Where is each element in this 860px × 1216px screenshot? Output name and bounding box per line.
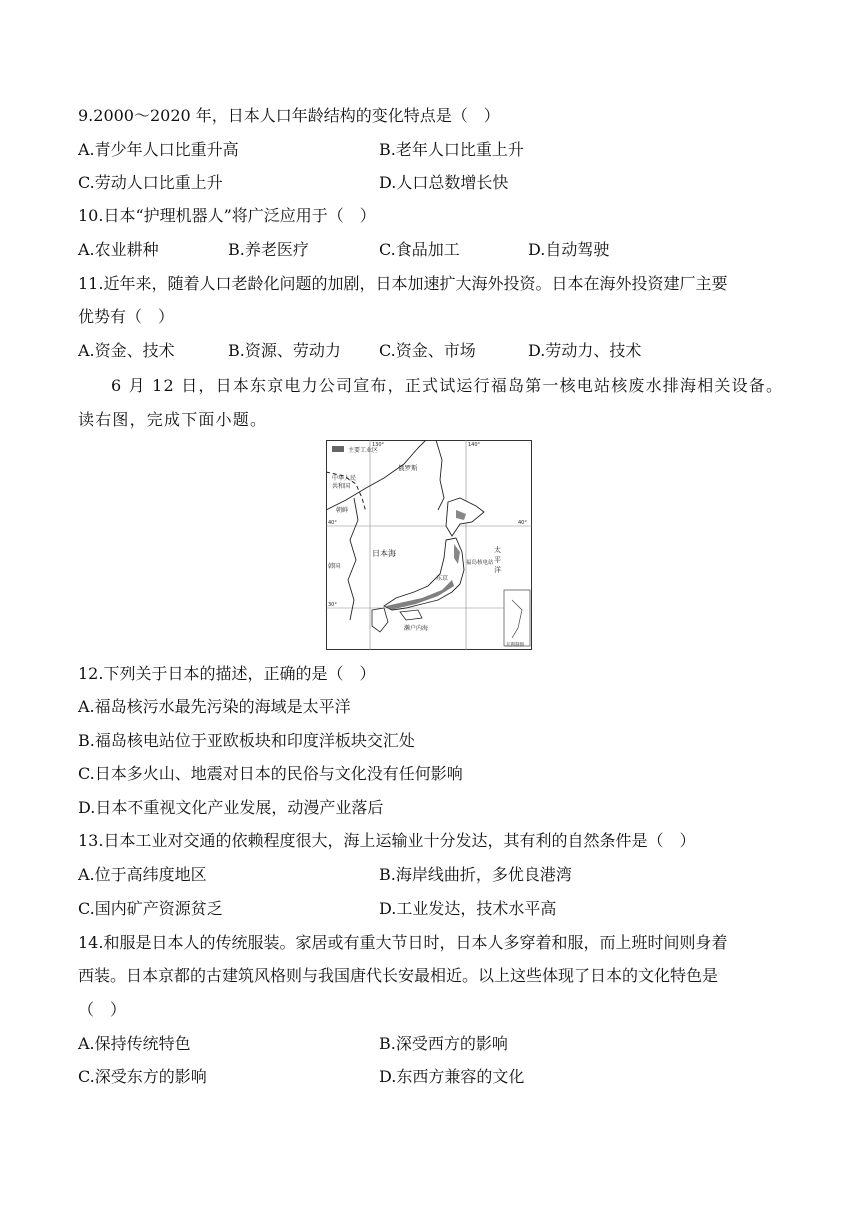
q11-option-a: A.资金、技术 — [78, 341, 175, 360]
label-lat-30: 30° — [328, 602, 337, 608]
q14-stem-line1: 14.和服是日本人的传统服装。家居或有重大节日时，日本人多穿着和服，而上班时间则身着 — [78, 933, 728, 952]
q10-option-a: A.农业耕种 — [78, 240, 159, 259]
legend-label: 主要工业区 — [348, 447, 379, 454]
q14-stem-line2: 西装。日本京都的古建筑风格则与我国唐代长安最相近。以上这些体现了日本的文化特色是 — [78, 966, 719, 985]
q12-stem: 12.下列关于日本的描述，正确的是（ ） — [78, 664, 376, 683]
label-tokyo: 东京 — [436, 575, 449, 582]
label-russia: 俄罗斯 — [398, 464, 418, 472]
label-north-korea: 朝鲜 — [336, 507, 349, 514]
q13-option-c: C.国内矿产资源贫乏 — [78, 899, 223, 918]
label-pacific-3: 洋 — [494, 566, 501, 574]
q13-stem: 13.日本工业对交通的依赖程度很大，海上运输业十分发达，其有利的自然条件是（ ） — [78, 831, 696, 850]
q14-stem-line3: （ ） — [78, 1000, 127, 1019]
label-lon-140: 140° — [468, 442, 481, 448]
japan-map — [326, 440, 532, 650]
label-lon-130: 130° — [372, 442, 385, 448]
q12-option-c: C.日本多火山、地震对日本的民俗与文化没有任何影响 — [78, 764, 463, 783]
q11-stem-line1: 11.近年来，随着人口老龄化问题的加剧，日本加速扩大海外投资。日本在海外投资建厂主要 — [78, 274, 728, 293]
q10-option-b: B.养老医疗 — [228, 240, 309, 259]
inset-map — [504, 590, 530, 646]
q14-option-a: A.保持传统特色 — [78, 1034, 191, 1053]
label-pacific-1: 太 — [494, 546, 501, 554]
q13-option-d: D.工业发达，技术水平高 — [379, 899, 557, 918]
q11-option-b: B.资源、劳动力 — [228, 341, 341, 360]
label-china-2: 共和国 — [332, 483, 351, 490]
q13-option-b: B.海岸线曲折，多优良港湾 — [379, 865, 572, 884]
q12-option-b: B.福岛核电站位于亚欧板块和印度洋板块交汇处 — [78, 731, 415, 750]
label-south-korea: 韩国 — [328, 563, 341, 570]
q9-option-d: D.人口总数增长快 — [379, 173, 509, 192]
q12-option-d: D.日本不重视文化产业发展，动漫产业落后 — [78, 798, 384, 817]
q10-option-c: C.食品加工 — [379, 240, 460, 259]
label-china-1: 中华人民 — [332, 475, 357, 482]
q12-option-a: A.福岛核污水最先污染的海域是太平洋 — [78, 697, 351, 716]
q11-option-d: D.劳动力、技术 — [528, 341, 642, 360]
label-seto-inland-sea: 濑户内海 — [404, 625, 429, 632]
q14-option-b: B.深受西方的影响 — [379, 1034, 508, 1053]
label-pacific-2: 平 — [494, 556, 501, 564]
q11-stem-line2: 优势有（ ） — [78, 307, 175, 326]
label-lat-40: 40° — [328, 520, 337, 526]
q9-stem: 9.2000～2020 年，日本人口年龄结构的变化特点是（ ） — [78, 106, 500, 125]
q10-option-d: D.自动驾驶 — [528, 240, 610, 259]
intro-line-2: 读右图，完成下面小题。 — [78, 410, 268, 429]
q14-option-c: C.深受东方的影响 — [78, 1067, 207, 1086]
q9-option-a: A.青少年人口比重升高 — [78, 140, 239, 159]
q13-option-a: A.位于高纬度地区 — [78, 865, 207, 884]
q11-option-c: C.资金、市场 — [379, 341, 476, 360]
q9-option-c: C.劳动人口比重上升 — [78, 173, 223, 192]
label-sea-of-japan: 日本海 — [372, 549, 396, 558]
legend-swatch — [332, 446, 344, 452]
q14-option-d: D.东西方兼容的文化 — [379, 1067, 525, 1086]
label-lat-40-east: 40° — [518, 520, 527, 526]
label-credit: 瓦利制图 — [506, 643, 524, 648]
intro-line-1: 6 月 12 日，日本东京电力公司宣布，正式试运行福岛第一核电站核废水排海相关设备。 — [111, 376, 784, 395]
label-fukushima: 福岛核电站 — [466, 560, 494, 566]
q10-stem: 10.日本“护理机器人”将广泛应用于（ ） — [78, 206, 376, 225]
q9-option-b: B.老年人口比重上升 — [379, 140, 524, 159]
